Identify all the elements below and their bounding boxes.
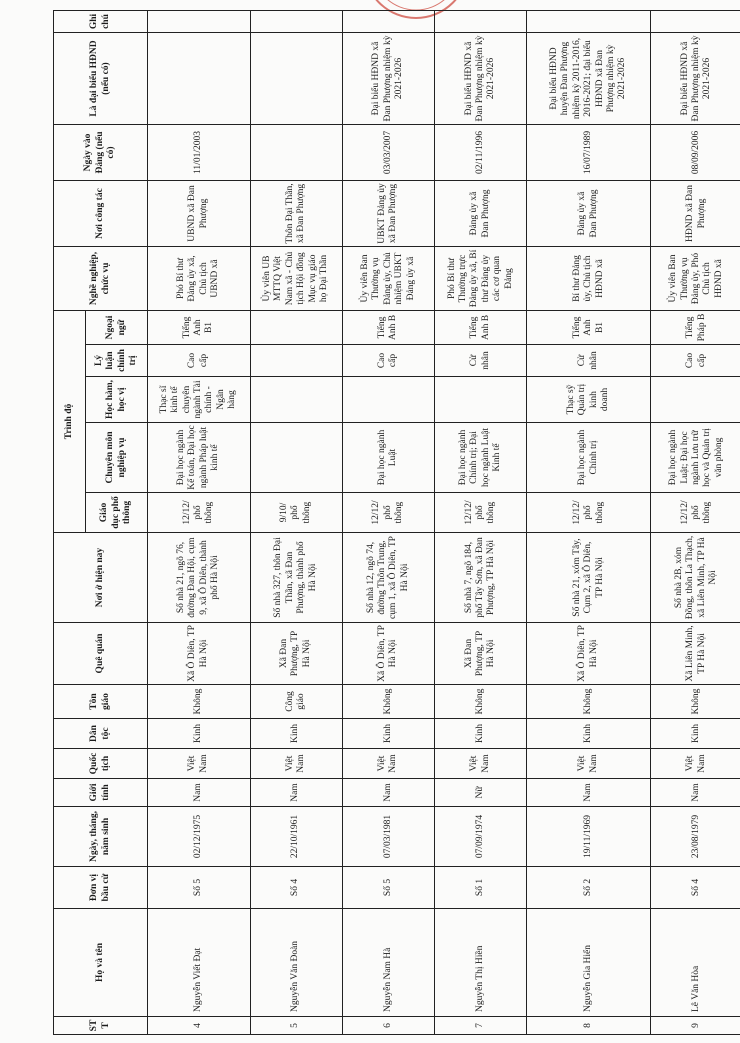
rotated-table-wrapper — [53, 11, 740, 1035]
header-politics: Lý luận chính trị — [86, 345, 148, 377]
cell-delegate — [148, 33, 251, 125]
cell-general-edu: 12/12/ phổ thông — [435, 493, 527, 533]
cell-hometown: Xã Liên Minh, TP Hà Nội — [651, 623, 740, 685]
cell-name: Nguyễn Văn Đoàn — [250, 909, 342, 1017]
cell-religion: Không — [527, 685, 651, 719]
cell-note — [527, 11, 651, 33]
cell-dob: 02/12/1975 — [148, 807, 251, 867]
header-gender: Giới tính — [54, 779, 148, 807]
cell-workplace: Đảng ủy xã Đan Phượng — [527, 181, 651, 247]
cell-dob: 07/09/1974 — [435, 807, 527, 867]
cell-ethnic: Kinh — [435, 719, 527, 749]
cell-hometown: Xã Đan Phượng, TP Hà Nội — [435, 623, 527, 685]
cell-residence: Số nhà 21, ngõ 76, đường Đan Hội, cụm 9, xã Ô Diên, thành phố Hà Nội — [148, 533, 251, 623]
cell-unit: Số 1 — [435, 867, 527, 909]
cell-religion: Công giáo — [250, 685, 342, 719]
cell-stt: 7 — [435, 1017, 527, 1035]
cell-note — [342, 11, 434, 33]
header-name: Họ và tên — [54, 909, 148, 1017]
cell-politics: Cao cấp — [148, 345, 251, 377]
cell-religion: Không — [651, 685, 740, 719]
cell-language: Tiếng Anh B — [342, 311, 434, 345]
header-degree: Học hàm, học vị — [86, 377, 148, 423]
cell-degree — [435, 377, 527, 423]
header-unit: Đơn vị bầu cử — [54, 867, 148, 909]
table-row — [250, 11, 342, 1035]
header-education-group: Trình độ — [54, 311, 86, 533]
cell-gender: Nam — [250, 779, 342, 807]
header-residence: Nơi ở hiện nay — [54, 533, 148, 623]
cell-workplace: UBKT Đảng ủy xã Đan Phượng — [342, 181, 434, 247]
cell-job: Phó Bí thư Thường trực Đảng ủy xã, Bí thư Đảng ủy các cơ quan Đảng — [435, 247, 527, 311]
header-language: Ngoại ngữ — [86, 311, 148, 345]
cell-dob: 23/08/1979 — [651, 807, 740, 867]
cell-specialty: Đại học ngành Chính trị; Đại học ngành Luật Kinh tế — [435, 423, 527, 493]
cell-religion: Không — [148, 685, 251, 719]
cell-dob: 22/10/1961 — [250, 807, 342, 867]
cell-nationality: Việt Nam — [148, 749, 251, 779]
table-row — [435, 11, 527, 1035]
cell-stt: 4 — [148, 1017, 251, 1035]
cell-specialty: Đại học ngành Luật — [342, 423, 434, 493]
cell-religion: Không — [435, 685, 527, 719]
header-job: Nghề nghiệp, chức vụ — [54, 247, 148, 311]
table-row — [651, 11, 740, 1035]
header-workplace: Nơi công tác — [54, 181, 148, 247]
cell-gender: Nam — [527, 779, 651, 807]
cell-politics — [250, 345, 342, 377]
cell-job: Phó Bí thư Đảng ủy xã, Chủ tịch UBND xã — [148, 247, 251, 311]
header-note: Ghi chú — [54, 11, 148, 33]
table-row — [527, 11, 651, 1035]
cell-language: Tiếng Anh B1 — [148, 311, 251, 345]
header-general-edu: Giáo dục phổ thông — [86, 493, 148, 533]
header-ethnic: Dân tộc — [54, 719, 148, 749]
cell-stt: 9 — [651, 1017, 740, 1035]
candidate-table — [53, 10, 740, 1035]
cell-workplace: UBND xã Đan Phượng — [148, 181, 251, 247]
cell-residence: Số nhà 327, thôn Đại Thần, xã Đan Phượng, thành phố Hà Nội — [250, 533, 342, 623]
cell-party-date: 11/01/2003 — [148, 125, 251, 181]
cell-delegate: Đại biểu HĐND xã Đan Phượng nhiệm kỳ 2021-2026 — [651, 33, 740, 125]
cell-delegate: Đại biểu HĐND huyện Đan Phượng nhiệm kỳ 2011-2016, 2016-2021; đại biểu HĐND xã Đan Phượng nhiệm kỳ 2021-2026 — [527, 33, 651, 125]
cell-name: Lê Văn Hòa — [651, 909, 740, 1017]
header-hometown: Quê quán — [54, 623, 148, 685]
cell-gender: Nam — [148, 779, 251, 807]
cell-gender: Nữ — [435, 779, 527, 807]
cell-party-date: 16/07/1989 — [527, 125, 651, 181]
cell-unit: Số 4 — [651, 867, 740, 909]
cell-dob: 19/11/1969 — [527, 807, 651, 867]
cell-nationality: Việt Nam — [435, 749, 527, 779]
cell-name: Nguyễn Thị Hiền — [435, 909, 527, 1017]
cell-general-edu: 12/12/ phổ thông — [342, 493, 434, 533]
cell-delegate — [250, 33, 342, 125]
cell-politics: Cao cấp — [342, 345, 434, 377]
cell-workplace: HĐND xã Đan Phượng — [651, 181, 740, 247]
cell-general-edu: 12/12/ phổ thông — [148, 493, 251, 533]
cell-language — [250, 311, 342, 345]
header-religion: Tôn giáo — [54, 685, 148, 719]
cell-party-date — [250, 125, 342, 181]
cell-job: Ủy viên UB MTTQ Việt Nam xã - Chủ tịch Hội đồng Mục vụ giáo họ Đại Thần — [250, 247, 342, 311]
cell-language: Tiếng Anh B — [435, 311, 527, 345]
cell-religion: Không — [342, 685, 434, 719]
header-dob: Ngày, tháng, năm sinh — [54, 807, 148, 867]
cell-name: Nguyễn Viết Đạt — [148, 909, 251, 1017]
cell-general-edu: 12/12/ phổ thông — [651, 493, 740, 533]
cell-specialty: Đại học ngành Chính trị — [527, 423, 651, 493]
table-row — [148, 11, 251, 1035]
cell-ethnic: Kinh — [250, 719, 342, 749]
cell-hometown: Xã Ô Diên, TP Hà Nội — [527, 623, 651, 685]
cell-gender: Nam — [651, 779, 740, 807]
cell-residence: Số nhà 2B, xóm Đồng, thôn La Thạch, xã Liên Minh, TP Hà Nội — [651, 533, 740, 623]
cell-nationality: Việt Nam — [250, 749, 342, 779]
cell-name: Nguyễn Gia Hiển — [527, 909, 651, 1017]
cell-ethnic: Kinh — [342, 719, 434, 749]
cell-delegate: Đại biểu HĐND xã Đan Phượng nhiệm kỳ 2021-2026 — [435, 33, 527, 125]
cell-job: Ủy viên Ban Thường vụ Đảng ủy, Chủ nhiệm UBKT Đảng ủy xã — [342, 247, 434, 311]
cell-stt: 5 — [250, 1017, 342, 1035]
header-nationality: Quốc tịch — [54, 749, 148, 779]
header-stt: STT — [54, 1017, 148, 1035]
cell-delegate: Đại biểu HĐND xã Đan Phượng nhiệm kỳ 2021-2026 — [342, 33, 434, 125]
cell-hometown: Xã Ô Diên, TP Hà Nội — [342, 623, 434, 685]
cell-specialty: Đại học ngành Kế toán, Đại học ngành Pháp luật kinh tế — [148, 423, 251, 493]
cell-degree: Thạc sĩ kinh tế chuyên ngành Tài chính - Ngân hàng — [148, 377, 251, 423]
header-specialty: Chuyên môn nghiệp vụ — [86, 423, 148, 493]
cell-ethnic: Kinh — [148, 719, 251, 749]
cell-stt: 6 — [342, 1017, 434, 1035]
cell-ethnic: Kinh — [527, 719, 651, 749]
cell-residence: Số nhà 7, ngõ 184, phố Tây Sơn, xã Đan Phượng, TP Hà Nội — [435, 533, 527, 623]
cell-ethnic: Kinh — [651, 719, 740, 749]
cell-party-date: 03/03/2007 — [342, 125, 434, 181]
cell-dob: 07/03/1981 — [342, 807, 434, 867]
cell-unit: Số 4 — [250, 867, 342, 909]
cell-note — [435, 11, 527, 33]
cell-gender: Nam — [342, 779, 434, 807]
cell-general-edu: 12/12/ phổ thông — [527, 493, 651, 533]
cell-specialty — [250, 423, 342, 493]
cell-residence: Số nhà 21, xóm Tây, Cụm 2, xã Ô Diên, TP Hà Nội — [527, 533, 651, 623]
cell-unit: Số 5 — [342, 867, 434, 909]
cell-note — [148, 11, 251, 33]
cell-party-date: 02/11/1996 — [435, 125, 527, 181]
cell-general-edu: 9/10/ phổ thông — [250, 493, 342, 533]
cell-degree — [342, 377, 434, 423]
cell-note — [250, 11, 342, 33]
cell-nationality: Việt Nam — [342, 749, 434, 779]
cell-nationality: Việt Nam — [651, 749, 740, 779]
cell-specialty: Đại học ngành Luật; Đại học ngành Lưu trữ học và Quản trị văn phòng — [651, 423, 740, 493]
cell-note — [651, 11, 740, 33]
cell-politics: Cao cấp — [651, 345, 740, 377]
cell-degree — [651, 377, 740, 423]
table-row — [342, 11, 434, 1035]
header-delegate: Là đại biểu HĐND (nếu có) — [54, 33, 148, 125]
cell-hometown: Xã Đan Phượng, TP Hà Nội — [250, 623, 342, 685]
cell-job: Ủy viên Ban Thường vụ Đảng ủy, Phó Chủ tịch HĐND xã — [651, 247, 740, 311]
cell-workplace: Đảng ủy xã Đan Phượng — [435, 181, 527, 247]
cell-language: Tiếng Anh B1 — [527, 311, 651, 345]
cell-degree — [250, 377, 342, 423]
cell-job: Bí thư Đảng ủy, Chủ tịch HĐND xã — [527, 247, 651, 311]
cell-unit: Số 2 — [527, 867, 651, 909]
cell-language: Tiếng Pháp B — [651, 311, 740, 345]
cell-politics: Cử nhân — [527, 345, 651, 377]
cell-hometown: Xã Ô Diên, TP Hà Nội — [148, 623, 251, 685]
cell-politics: Cử nhân — [435, 345, 527, 377]
header-party-date: Ngày vào Đảng (nếu có) — [54, 125, 148, 181]
cell-unit: Số 5 — [148, 867, 251, 909]
cell-name: Nguyễn Nam Hà — [342, 909, 434, 1017]
cell-degree: Thạc sỹ Quản trị kinh doanh — [527, 377, 651, 423]
cell-residence: Số nhà 12, ngõ 74, đường Thôn Trung, cụm 1, xã Ô Diên, TP Hà Nội — [342, 533, 434, 623]
cell-party-date: 08/09/2006 — [651, 125, 740, 181]
cell-workplace: Thôn Đại Thần, xã Đan Phượng — [250, 181, 342, 247]
cell-stt: 8 — [527, 1017, 651, 1035]
cell-nationality: Việt Nam — [527, 749, 651, 779]
